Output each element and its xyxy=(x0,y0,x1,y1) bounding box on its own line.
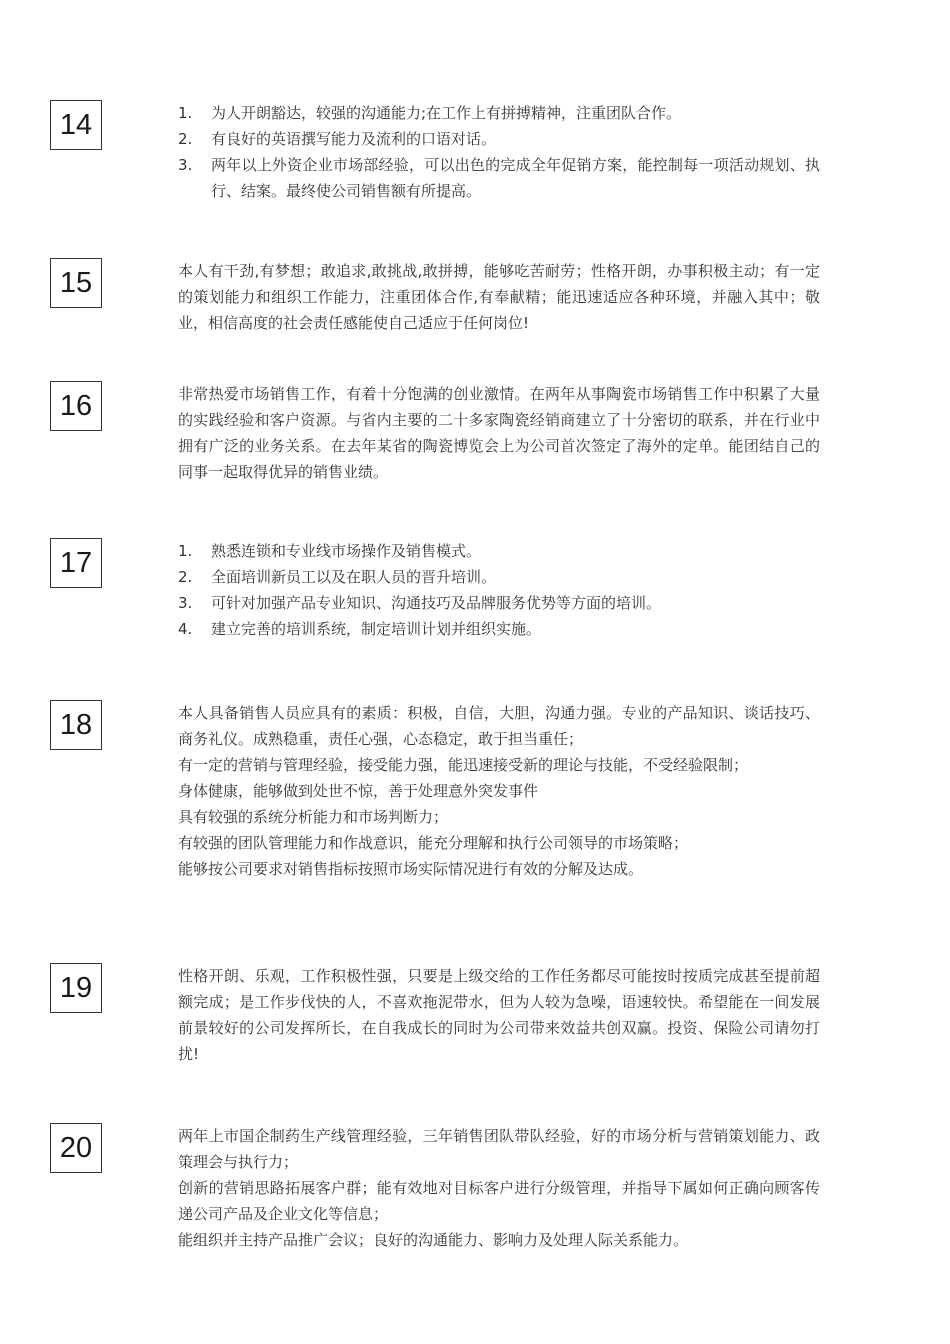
list-item-text: 两年以上外资企业市场部经验，可以出色的完成全年促销方案，能控制每一项活动规划、执行、结案。最终使公司销售额有所提高。 xyxy=(211,156,820,200)
list-item xyxy=(178,152,820,204)
entry-content xyxy=(178,1123,820,1253)
list-item-text: 有良好的英语撰写能力及流利的口语对话。 xyxy=(211,130,497,148)
entry-content xyxy=(178,700,820,882)
entry-paragraph: 有一定的营销与管理经验，接受能力强，能迅速接受新的理论与技能，不受经验限制； xyxy=(178,756,749,774)
list-item-text: 建立完善的培训系统，制定培训计划并组织实施。 xyxy=(211,620,542,638)
entry-paragraph: 能组织并主持产品推广会议；良好的沟通能力、影响力及处理人际关系能力。 xyxy=(178,1231,689,1249)
entry-paragraph: 本人有干劲,有梦想；敢追求,敢挑战,敢拼搏，能够吃苦耐劳；性格开朗，办事积极主动；有一定的策划能力和组织工作能力，注重团体合作,有奉献精；能迅速适应各种环境，并融入其中；敬业，相信高度的社会责任感能使自己适应于任何岗位! xyxy=(178,262,820,332)
entry-number-box: 14 xyxy=(50,100,102,150)
entry-number-box: 16 xyxy=(50,381,102,431)
numbered-list xyxy=(178,538,820,642)
entry-content xyxy=(178,381,820,485)
list-item-number: 2. xyxy=(178,130,193,148)
entry-paragraph: 两年上市国企制药生产线管理经验，三年销售团队带队经验，好的市场分析与营销策划能力、政策理会与执行力； xyxy=(178,1127,820,1171)
list-item-number: 4. xyxy=(178,620,193,638)
entry-paragraph: 能够按公司要求对销售指标按照市场实际情况进行有效的分解及达成。 xyxy=(178,860,644,878)
list-item-number: 1. xyxy=(178,542,193,560)
list-item xyxy=(178,564,820,590)
entry-paragraph: 创新的营销思路拓展客户群；能有效地对目标客户进行分级管理，并指导下属如何正确向顾客传递公司产品及企业文化等信息； xyxy=(178,1179,820,1223)
list-item xyxy=(178,100,820,126)
entry-number-box: 20 xyxy=(50,1123,102,1173)
list-item xyxy=(178,616,820,642)
entry-paragraph: 有较强的团队管理能力和作战意识，能充分理解和执行公司领导的市场策略； xyxy=(178,834,689,852)
entry-number-box: 19 xyxy=(50,963,102,1013)
list-item xyxy=(178,538,820,564)
entry-paragraph: 具有较强的系统分析能力和市场判断力； xyxy=(178,808,449,826)
numbered-list xyxy=(178,100,820,204)
list-item-text: 全面培训新员工以及在职人员的晋升培训。 xyxy=(211,568,497,586)
list-item-number: 3. xyxy=(178,156,193,174)
list-item-text: 熟悉连锁和专业线市场操作及销售模式。 xyxy=(211,542,482,560)
entry-number-box: 17 xyxy=(50,538,102,588)
entry-paragraph: 身体健康，能够做到处世不惊，善于处理意外突发事件 xyxy=(178,782,539,800)
list-item-number: 3. xyxy=(178,594,193,612)
entry-number-box: 18 xyxy=(50,700,102,750)
entry-number-box: 15 xyxy=(50,258,102,308)
entry-paragraph: 本人具备销售人员应具有的素质：积极，自信，大胆，沟通力强。专业的产品知识、谈话技巧、商务礼仪。成熟稳重，责任心强，心态稳定，敢于担当重任； xyxy=(178,704,820,748)
list-item-text: 可针对加强产品专业知识、沟通技巧及品牌服务优势等方面的培训。 xyxy=(211,594,662,612)
list-item xyxy=(178,126,820,152)
list-item-number: 2. xyxy=(178,568,193,586)
entry-content xyxy=(178,100,820,204)
entry-paragraph: 非常热爱市场销售工作，有着十分饱满的创业激情。在两年从事陶瓷市场销售工作中积累了大量的实践经验和客户资源。与省内主要的二十多家陶瓷经销商建立了十分密切的联系，并在行业中拥有广泛的业务关系。在去年某省的陶瓷博览会上为公司首次签定了海外的定单。能团结自己的同事一起取得优异的销售业绩。 xyxy=(178,385,820,481)
entry-content xyxy=(178,538,820,642)
entry-paragraph: 性格开朗、乐观，工作积极性强，只要是上级交给的工作任务都尽可能按时按质完成甚至提前超额完成；是工作步伐快的人，不喜欢拖泥带水，但为人较为急噪，语速较快。希望能在一间发展前景较好的公司发挥所长，在自我成长的同时为公司带来效益共创双赢。投资、保险公司请勿打扰! xyxy=(178,967,820,1063)
list-item-number: 1. xyxy=(178,104,193,122)
entry-content xyxy=(178,963,820,1067)
list-item xyxy=(178,590,820,616)
entry-content xyxy=(178,258,820,336)
list-item-text: 为人开朗豁达，较强的沟通能力;在工作上有拼搏精神，注重团队合作。 xyxy=(211,104,682,122)
